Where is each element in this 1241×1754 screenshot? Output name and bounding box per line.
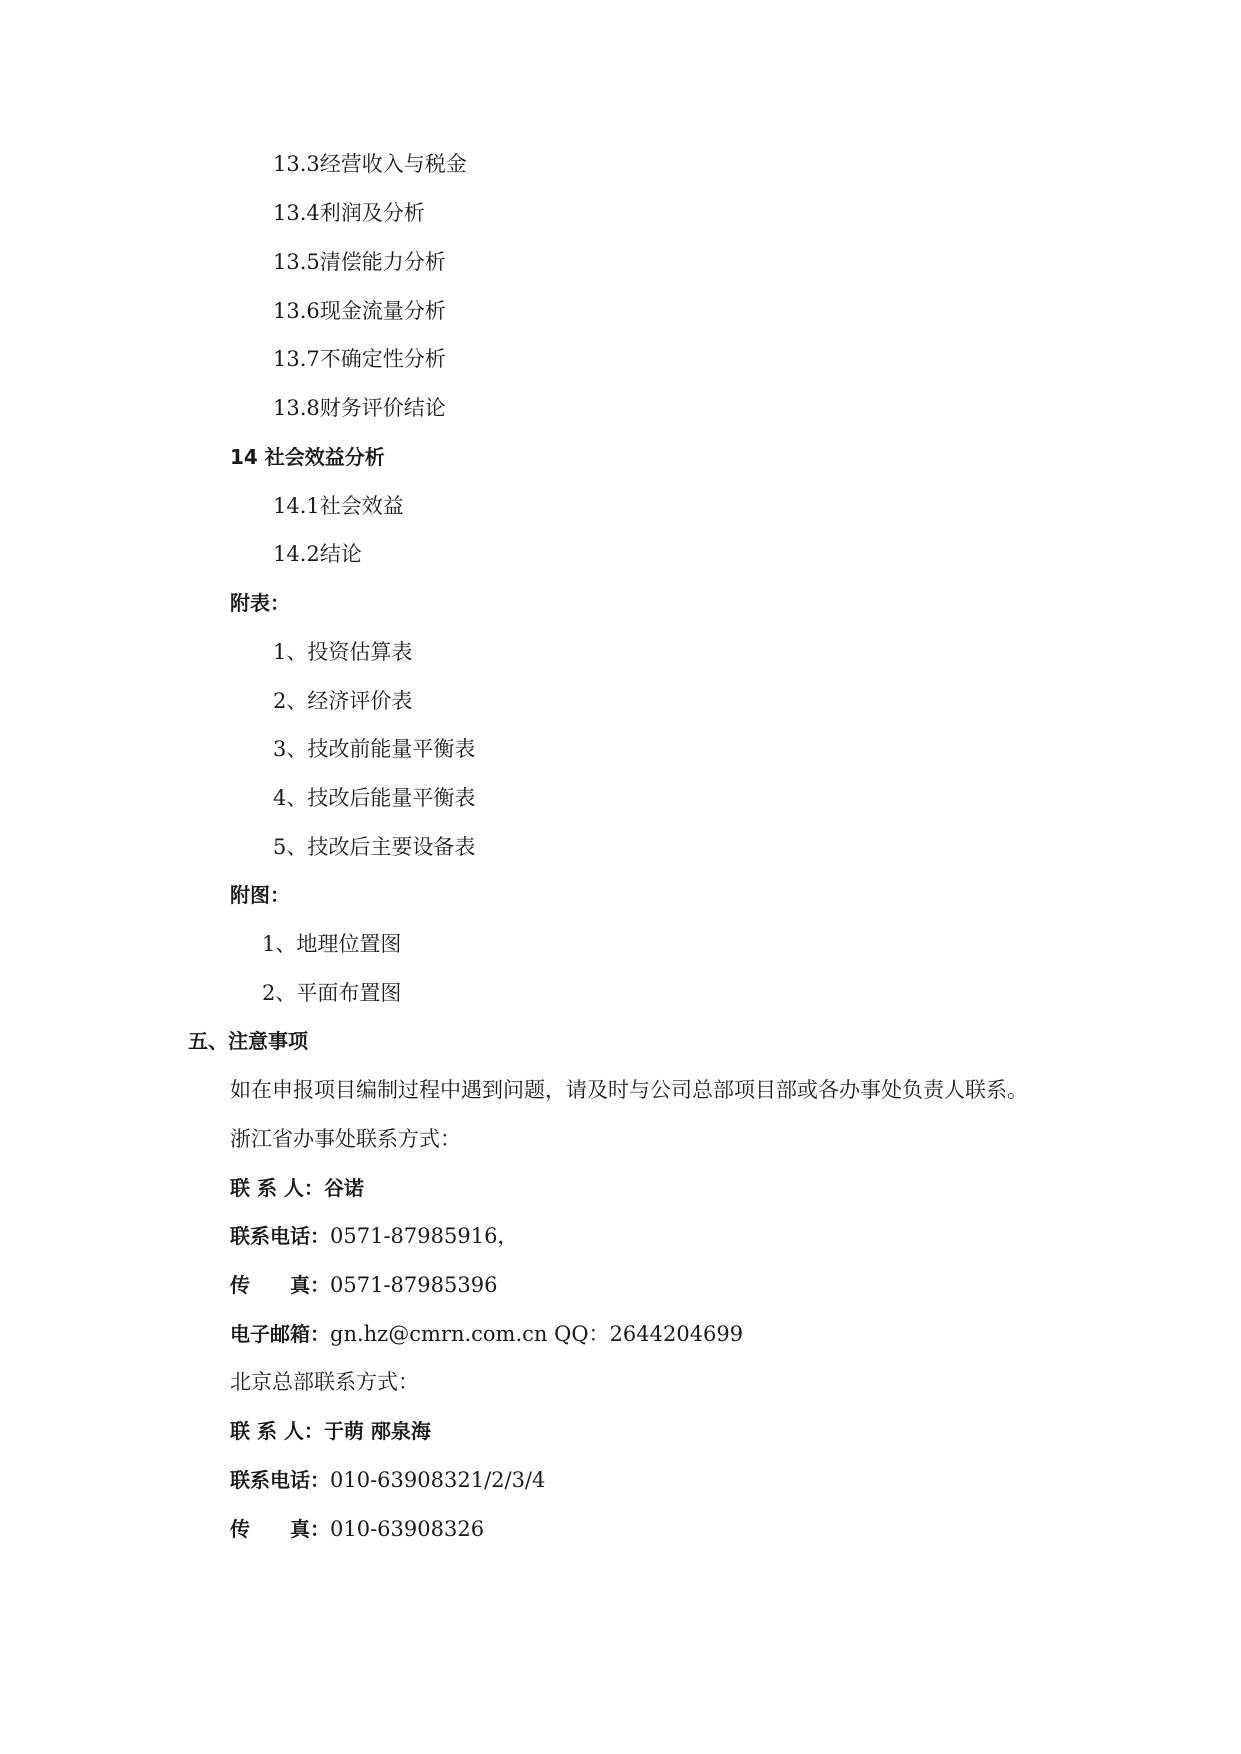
toc-item-13-6: 13.6现金流量分析 [273, 299, 446, 323]
beijing-contact-person-row [230, 1417, 431, 1445]
fax-label: 传 真： [230, 1517, 330, 1541]
beijing-phone-row [230, 1466, 545, 1494]
zhejiang-contact-title: 浙江省办事处联系方式： [230, 1127, 461, 1151]
beijing-fax-row [230, 1515, 484, 1543]
phone-value: 010-63908321/2/3/4 [330, 1468, 546, 1492]
zhejiang-contact-person-row [230, 1174, 364, 1202]
email-label: 电子邮箱： [230, 1322, 330, 1346]
appendix-table-item: 4、技改后能量平衡表 [273, 786, 476, 810]
contact-person-label: 联 系 人： [230, 1176, 324, 1200]
appendix-table-item: 1、投资估算表 [273, 640, 413, 664]
toc-item-14-2: 14.2结论 [273, 542, 362, 566]
toc-item-13-7: 13.7不确定性分析 [273, 347, 446, 371]
appendix-figure-item: 2、平面布置图 [262, 981, 402, 1005]
toc-item-13-8: 13.8财务评价结论 [273, 396, 446, 420]
appendix-table-item: 5、技改后主要设备表 [273, 835, 476, 859]
zhejiang-phone-row [230, 1222, 518, 1250]
appendix-figures-heading: 附图： [230, 883, 290, 907]
contact-person-value: 于萌 邴泉海 [323, 1419, 431, 1443]
contact-person-value: 谷诺 [323, 1176, 364, 1200]
appendix-table-item: 3、技改前能量平衡表 [273, 737, 476, 761]
phone-label: 联系电话： [230, 1468, 330, 1492]
toc-item-13-5: 13.5清偿能力分析 [273, 250, 446, 274]
fax-label: 传 真： [230, 1273, 330, 1297]
toc-item-14-1: 14.1社会效益 [273, 494, 404, 518]
beijing-contact-title: 北京总部联系方式： [230, 1370, 419, 1394]
contact-person-label: 联 系 人： [230, 1419, 324, 1443]
notes-heading: 五、注意事项 [188, 1029, 308, 1053]
zhejiang-fax-row [230, 1271, 497, 1299]
phone-label: 联系电话： [230, 1224, 330, 1248]
appendix-tables-heading: 附表： [230, 591, 290, 615]
fax-value: 010-63908326 [330, 1517, 485, 1541]
email-value: gn.hz@cmrn.com.cn QQ：2644204699 [330, 1322, 744, 1346]
appendix-table-item: 2、经济评价表 [273, 689, 413, 713]
notes-intro: 如在申报项目编制过程中遇到问题，请及时与公司总部项目部或各办事处负责人联系。 [230, 1078, 1028, 1102]
phone-value: 0571-87985916， [330, 1224, 519, 1248]
toc-heading-14: 14 社会效益分析 [230, 445, 385, 469]
appendix-figure-item: 1、地理位置图 [262, 932, 402, 956]
toc-item-13-4: 13.4利润及分析 [273, 201, 425, 225]
fax-value: 0571-87985396 [330, 1273, 498, 1297]
toc-item-13-3: 13.3经营收入与税金 [273, 152, 467, 176]
zhejiang-email-row [230, 1320, 743, 1348]
